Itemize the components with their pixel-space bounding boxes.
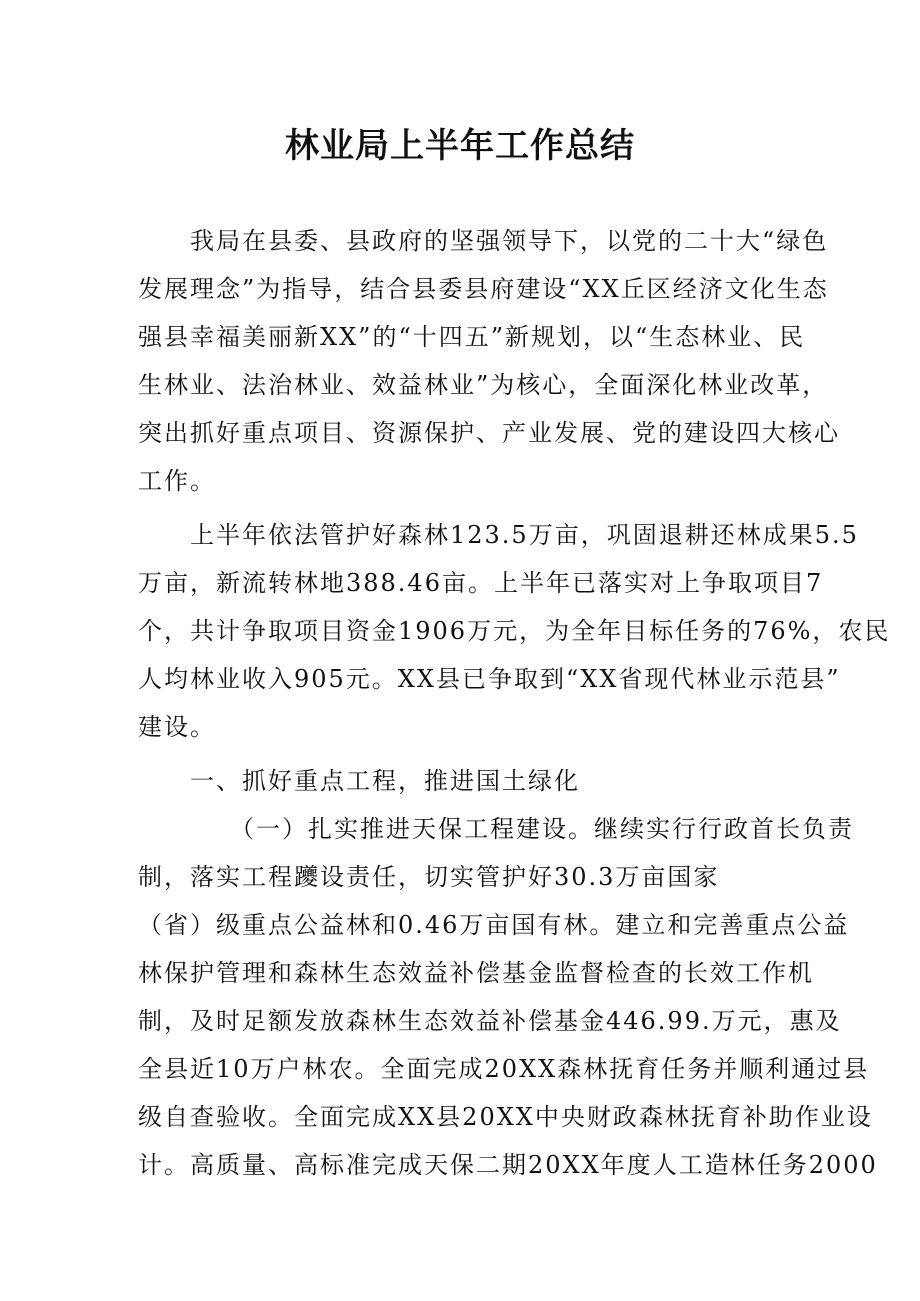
text-line: 强县幸福美丽新XX”的“十四五”新规划，以“生态林业、民 [138,323,806,351]
text-line: （省）级重点公益林和0.46万亩国有林。建立和完善重点公益 [138,911,850,939]
text-line: 生林业、法治林业、效益林业”为核心，全面深化林业改革， [138,371,829,399]
text-line: 级自查验收。全面完成XX县20XX中央财政森林抚育补助作业设 [138,1103,873,1131]
text-line: 个，共计争取项目资金1906万元，为全年目标任务的76%，农民 [138,617,891,645]
text-line: 制，落实工程躨设责任，切实管护好30.3万亩国家 [138,863,720,891]
text-line: 全县近10万户林农。全面完成20XX森林抚育任务并顺利通过县 [138,1055,870,1083]
subsection-paragraph [138,805,878,1189]
section-heading: 一、抓好重点工程，推进国土绿化 [138,767,580,795]
text-line: 我局在县委、县政府的坚强领导下，以党的二十大“绿色 [138,227,829,255]
text-line: 制，及时足额发放森林生态效益补偿基金446.99.万元，惠及 [138,1007,842,1035]
text-line: 发展理念”为指导，结合县委县府建设“XX丘区经济文化生态 [138,275,829,303]
text-line: 工作。 [138,467,216,495]
document-title: 林业局上半年工作总结 [285,126,635,166]
document-body [138,217,891,1189]
text-line: （一）扎实推进天保工程建设。继续实行行政首长负责 [138,815,854,843]
text-line: 突出抓好重点项目、资源保护、产业发展、党的建设四大核心 [138,419,840,447]
text-line: 林保护管理和森林生态效益补偿基金监督检查的长效工作机 [138,959,814,987]
paragraph-stats [138,511,891,751]
text-line: 万亩，新流转林地388.46亩。上半年已落实对上争取项目7 [138,569,824,597]
text-line: 计。高质量、高标准完成天保二期20XX年度人工造林任务2000 [138,1151,878,1179]
text-line: 人均林业收入905元。XX县已争取到“XX省现代林业示范县” [138,665,841,693]
text-line: 上半年依法管护好森林123.5万亩，巩固退耕还林成果5.5 [138,521,859,549]
text-line: 建设。 [138,713,216,741]
paragraph-intro [138,217,840,505]
